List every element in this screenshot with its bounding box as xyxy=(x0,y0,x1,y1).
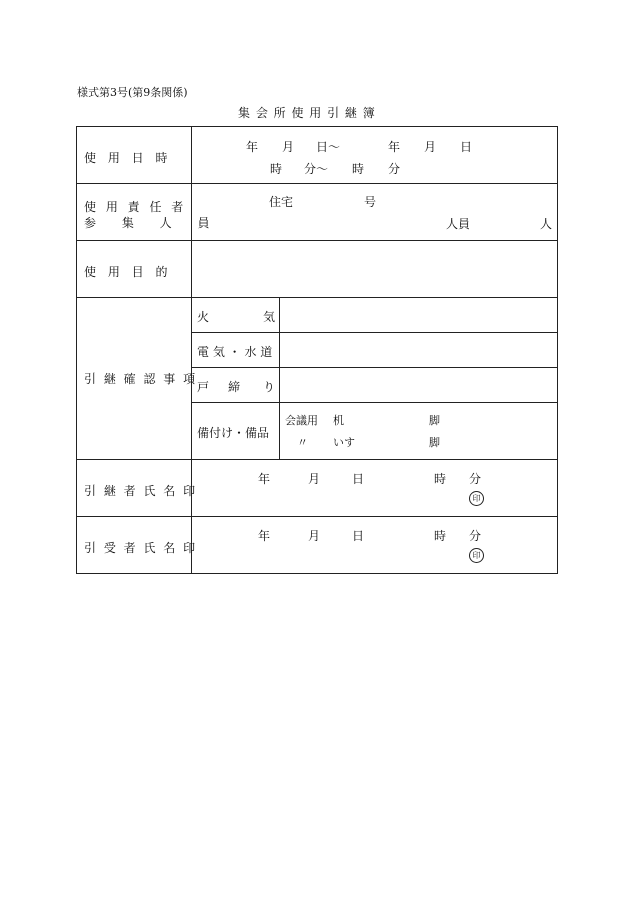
to-hour: 時 xyxy=(434,529,447,543)
to-minute: 分 xyxy=(469,529,482,543)
start-month: 月 xyxy=(282,140,295,154)
utilities-field[interactable] xyxy=(280,333,558,368)
fire-label-cell xyxy=(192,298,280,333)
lockup-field[interactable] xyxy=(280,368,558,403)
start-minute: 分〜 xyxy=(304,162,329,176)
responsible-field[interactable] xyxy=(192,184,558,241)
lockup-label-a: 戸 xyxy=(197,380,210,394)
end-minute: 分 xyxy=(388,162,401,176)
from-seal-mark: 印 xyxy=(469,491,484,506)
equipment-label-cell xyxy=(192,403,280,460)
meeting-label: 会議用 xyxy=(285,414,318,427)
purpose-label-cell xyxy=(77,241,192,298)
usage-datetime-field[interactable] xyxy=(192,127,558,184)
to-month: 月 xyxy=(308,529,321,543)
usage-datetime-label: 使 用 日 時 xyxy=(84,151,172,165)
address-label: 住宅 xyxy=(269,195,294,209)
lockup-label-cell xyxy=(192,368,280,403)
chair-label: いす xyxy=(333,436,355,449)
lockup-label-c: り xyxy=(263,380,276,394)
lockup-label-b: 締 xyxy=(228,380,241,394)
fire-label-b: 気 xyxy=(263,310,276,324)
address-number-label: 号 xyxy=(364,195,377,209)
desk-unit: 脚 xyxy=(429,414,440,427)
end-hour: 時 xyxy=(352,162,365,176)
utilities-label: 電 気 ・ 水 道 xyxy=(197,345,273,359)
to-year: 年 xyxy=(258,529,271,543)
usage-datetime-label-cell xyxy=(77,127,192,184)
equipment-field[interactable] xyxy=(280,403,558,460)
responsible-label-cell xyxy=(77,184,221,241)
handover-from-field[interactable] xyxy=(192,460,558,517)
equipment-label: 備付け・備品 xyxy=(197,426,270,440)
persons-label: 人員 xyxy=(446,217,471,231)
from-month: 月 xyxy=(308,472,321,486)
attendees-label: 参 集 人 員 xyxy=(84,216,221,230)
handover-from-label: 引 継 者 氏 名 印 xyxy=(84,484,198,498)
handover-check-label-cell xyxy=(77,298,198,460)
ditto-mark: 〃 xyxy=(297,436,308,449)
from-minute: 分 xyxy=(469,472,482,486)
to-seal-mark: 印 xyxy=(469,548,484,563)
from-day: 日 xyxy=(352,472,365,486)
handover-check-label: 引 継 確 認 事 項 xyxy=(84,372,198,386)
handover-register-form xyxy=(76,126,558,574)
handover-to-label-cell xyxy=(77,517,198,574)
handover-to-field[interactable] xyxy=(192,517,558,574)
fire-field[interactable] xyxy=(280,298,558,333)
purpose-field[interactable] xyxy=(192,241,558,298)
end-year: 年 xyxy=(388,140,401,154)
handover-to-label: 引 受 者 氏 名 印 xyxy=(84,541,198,555)
to-day: 日 xyxy=(352,529,365,543)
from-year: 年 xyxy=(258,472,271,486)
purpose-label: 使 用 目 的 xyxy=(84,265,172,279)
start-day: 日〜 xyxy=(316,140,341,154)
desk-label: 机 xyxy=(333,414,344,427)
page-title: 集 会 所 使 用 引 継 簿 xyxy=(238,106,376,120)
persons-unit: 人 xyxy=(540,217,553,231)
chair-unit: 脚 xyxy=(429,436,440,449)
utilities-label-cell xyxy=(192,333,280,368)
end-month: 月 xyxy=(424,140,437,154)
handover-from-label-cell xyxy=(77,460,198,517)
from-hour: 時 xyxy=(434,472,447,486)
responsible-label: 使 用 責 任 者 xyxy=(84,200,187,214)
start-year: 年 xyxy=(246,140,259,154)
fire-label-a: 火 xyxy=(197,310,210,324)
form-number: 様式第3号(第9条関係) xyxy=(77,86,188,99)
start-hour: 時 xyxy=(270,162,283,176)
end-day: 日 xyxy=(460,140,473,154)
